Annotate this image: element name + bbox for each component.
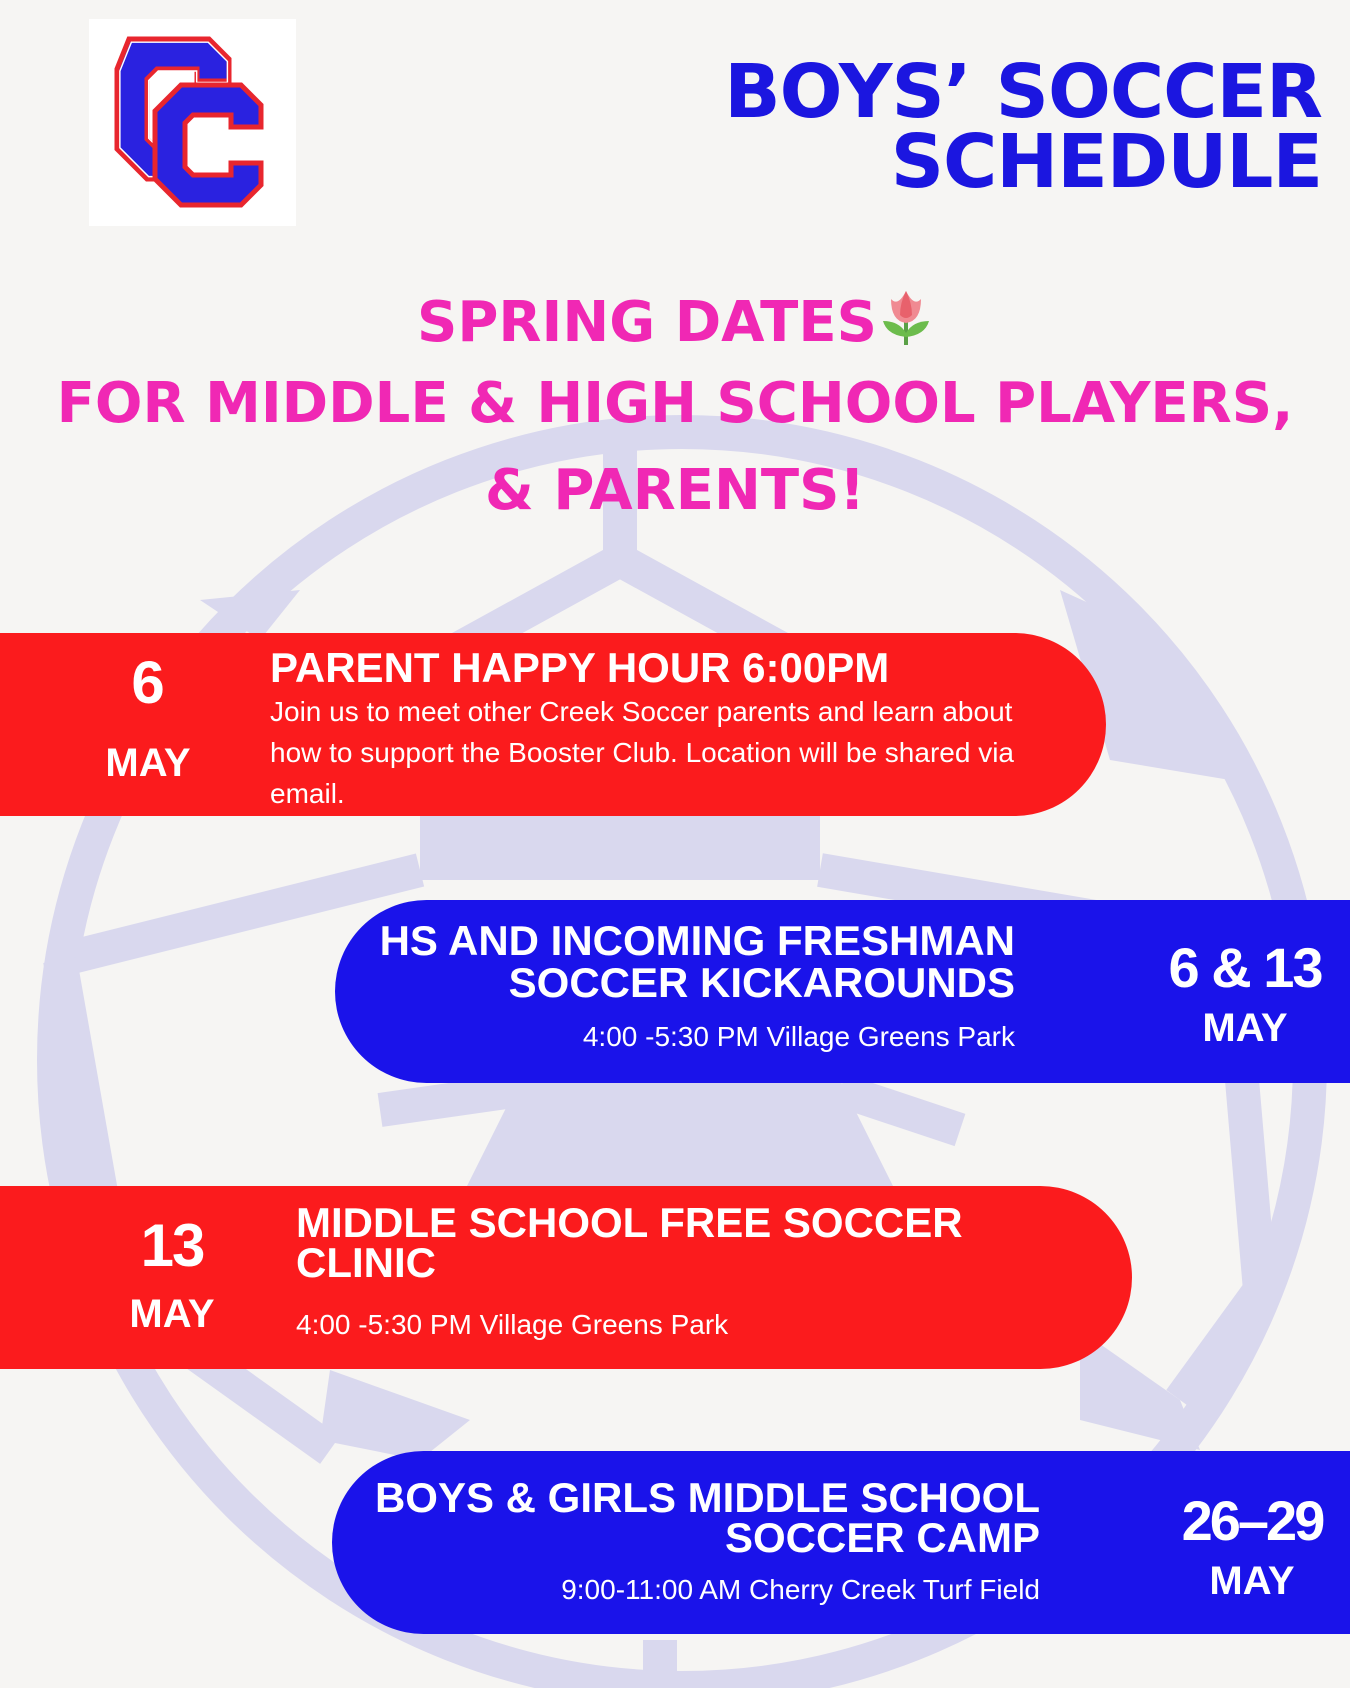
event-title-line-2: SOCCER CAMP — [724, 1514, 1040, 1561]
event-title-line-1: HS AND INCOMING FRESHMAN — [379, 917, 1015, 964]
event-day: 6 — [131, 649, 165, 716]
event-card-hs-kickarounds — [335, 900, 1350, 1083]
event-day: 13 — [140, 1212, 204, 1279]
event-title-line-1: BOYS & GIRLS MIDDLE SCHOOL — [374, 1474, 1040, 1521]
event-title-line-1: MIDDLE SCHOOL FREE SOCCER — [296, 1199, 963, 1246]
event-day: 26–29 — [1181, 1489, 1323, 1552]
subtitle-line-2: FOR MIDDLE & HIGH SCHOOL PLAYERS, — [56, 371, 1294, 436]
tulip-icon — [879, 285, 933, 347]
page-title-line-2: SCHEDULE — [890, 119, 1322, 205]
event-card-ms-clinic — [0, 1186, 1132, 1369]
event-card-parent-happy-hour — [0, 633, 1106, 816]
page-title-line-1: BOYS’ SOCCER — [724, 49, 1322, 135]
event-month: MAY — [129, 1292, 215, 1336]
event-month: MAY — [1209, 1559, 1295, 1603]
event-month: MAY — [1202, 1006, 1288, 1050]
event-day: 6 & 13 — [1168, 936, 1322, 999]
event-title-line-2: CLINIC — [296, 1239, 436, 1286]
event-description: 4:00 -5:30 PM Village Greens Park — [582, 1021, 1015, 1052]
event-card-ms-soccer-camp — [332, 1451, 1350, 1634]
event-title-line-2: SOCCER KICKAROUNDS — [508, 959, 1015, 1006]
event-description: Join us to meet other Creek Soccer parents and learn about how to support the Booster Club. Location will be shared via email. — [270, 696, 1014, 809]
event-description: 9:00-11:00 AM Cherry Creek Turf Field — [561, 1574, 1040, 1605]
subtitle-text: SPRING DATES — [417, 290, 877, 355]
event-month: MAY — [105, 741, 191, 785]
subtitle-line-1 — [0, 285, 1350, 353]
subtitle-line-3: & PARENTS! — [485, 458, 865, 523]
cc-logo-icon — [89, 19, 296, 226]
school-logo — [89, 19, 296, 226]
event-description: 4:00 -5:30 PM Village Greens Park — [296, 1309, 729, 1340]
event-title: PARENT HAPPY HOUR 6:00PM — [270, 644, 890, 691]
